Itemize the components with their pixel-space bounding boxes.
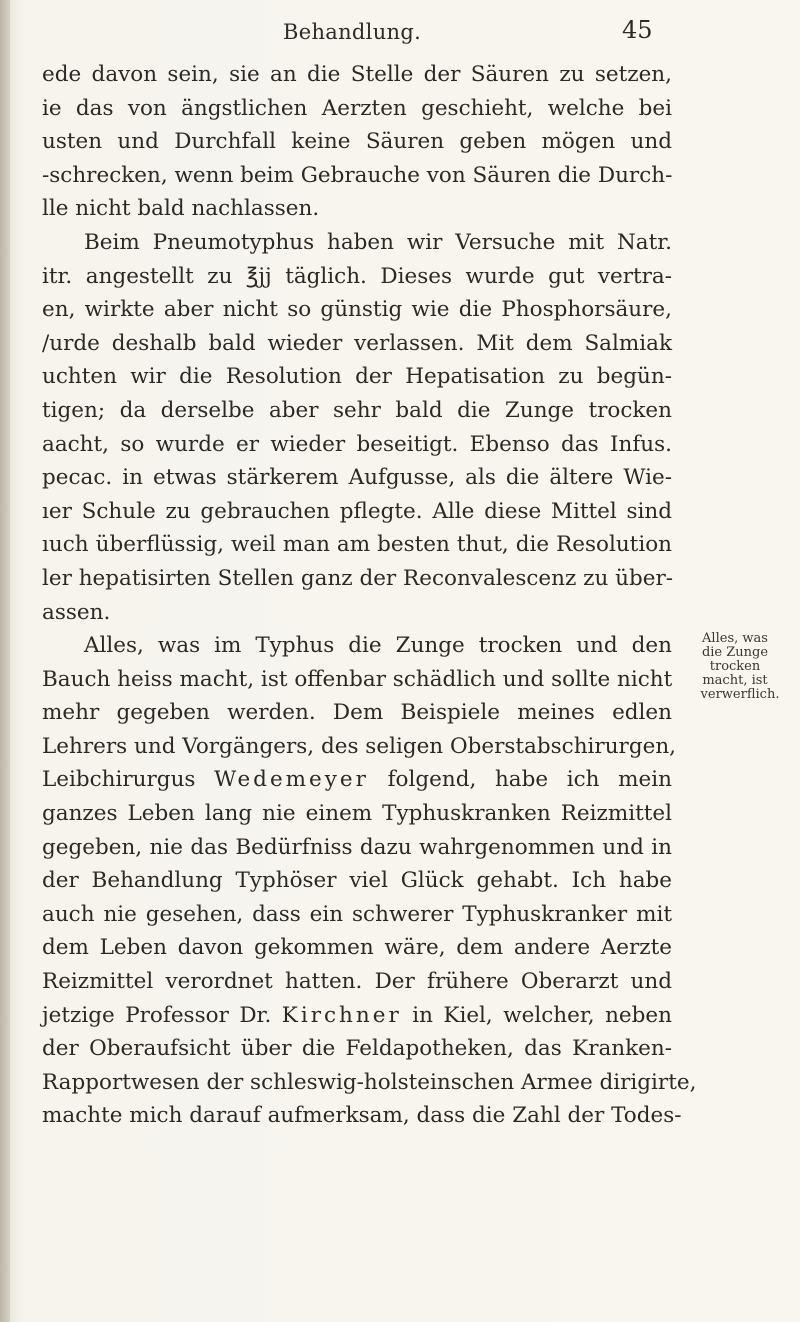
text-line: mehr gegeben werden. Dem Beispiele meines edlen: [42, 700, 672, 726]
page-header: [0, 14, 800, 54]
text-line: gegeben, nie das Bedürfniss dazu wahrgenommen und in: [42, 834, 672, 860]
text-line: [42, 999, 672, 1033]
running-head: Behandlung.: [283, 20, 422, 44]
text-line: usten und Durchfall keine Säuren geben mögen und: [42, 129, 672, 155]
text-line: uchten wir die Resolution der Hepatisation zu begün-: [42, 364, 672, 390]
text-line: ede davon sein, sie an die Stelle der Säuren zu setzen,: [42, 62, 672, 87]
page-gutter-edge: [0, 0, 10, 1322]
text-line: der Oberaufsicht über die Feldapotheken, das Kranken-: [42, 1036, 672, 1062]
body-text: [42, 58, 697, 1133]
text-line: ler hepatisirten Stellen ganz der Reconvalescenz zu über-: [42, 565, 674, 591]
text-line: tigen; da derselbe aber sehr bald die Zunge trocken: [42, 397, 672, 423]
text-line: lle nicht bald nachlassen.: [42, 196, 320, 222]
text-line: machte mich darauf aufmerksam, dass die Zahl der Todes-: [42, 1103, 682, 1129]
text-line: -schrecken, wenn beim Gebrauche von Säuren die Durch-: [42, 162, 673, 188]
text-line: Reizmittel verordnet hatten. Der frühere Oberarzt und: [42, 969, 672, 995]
text-line: ganzes Leben lang nie einem Typhuskranken Reizmittel: [42, 801, 672, 827]
text-line: aacht, so wurde er wieder beseitigt. Ebenso das Infus.: [42, 431, 672, 457]
person-name: Wedemeyer: [214, 767, 369, 793]
margin-note-line: trocken: [709, 659, 761, 674]
margin-note-line: die Zunge: [701, 645, 769, 660]
text-line: [42, 763, 672, 797]
margin-note-line: macht, ist: [702, 673, 768, 688]
text-line: pecac. in etwas stärkerem Aufgusse, als die ältere Wie-: [42, 465, 672, 491]
text-line: Lehrers und Vorgängers, des seligen Oberstabschirurgen,: [42, 733, 676, 759]
text-line: Alles, was im Typhus die Zunge trocken und den: [84, 633, 672, 659]
text-line: ıuch überflüssig, weil man am besten thut, die Resolution: [42, 532, 672, 558]
margin-note-line: verwerflich.: [700, 687, 780, 702]
text-line: ie das von ängstlichen Aerzten geschieht, welche bei: [42, 95, 672, 121]
text-line: dem Leben davon gekommen wäre, dem andere Aerzte: [42, 935, 672, 961]
text-line: /urde deshalb bald wieder verlassen. Mit dem Salmiak: [42, 330, 672, 356]
text-fragment: in Kiel, welcher, neben: [412, 1002, 672, 1028]
text-fragment: Leibchirurgus: [42, 767, 196, 793]
text-fragment: jetzige Professor Dr.: [42, 1002, 272, 1028]
margin-note-line: Alles, was: [702, 631, 768, 646]
page-number: 45: [622, 16, 653, 44]
text-line: itr. angestellt zu ℥jj täglich. Dieses wurde gut vertra-: [42, 263, 672, 289]
margin-note: [690, 632, 780, 702]
text-line: Bauch heiss macht, ist offenbar schädlich und sollte nicht: [42, 666, 673, 692]
text-line: Beim Pneumotyphus haben wir Versuche mit Natr.: [84, 229, 672, 255]
text-line: en, wirkte aber nicht so günstig wie die Phosphorsäure,: [42, 297, 672, 323]
text-line: Rapportwesen der schleswig-holsteinschen Armee dirigirte,: [42, 1069, 697, 1095]
person-name: Kirchner: [281, 1002, 402, 1028]
text-line: auch nie gesehen, dass ein schwerer Typhuskranker mit: [42, 901, 672, 927]
text-fragment: folgend, habe ich mein: [387, 767, 672, 793]
text-line: ıer Schule zu gebrauchen pflegte. Alle diese Mittel sind: [42, 498, 672, 524]
text-line: assen.: [42, 599, 111, 625]
text-line: der Behandlung Typhöser viel Glück gehabt. Ich habe: [42, 868, 672, 894]
